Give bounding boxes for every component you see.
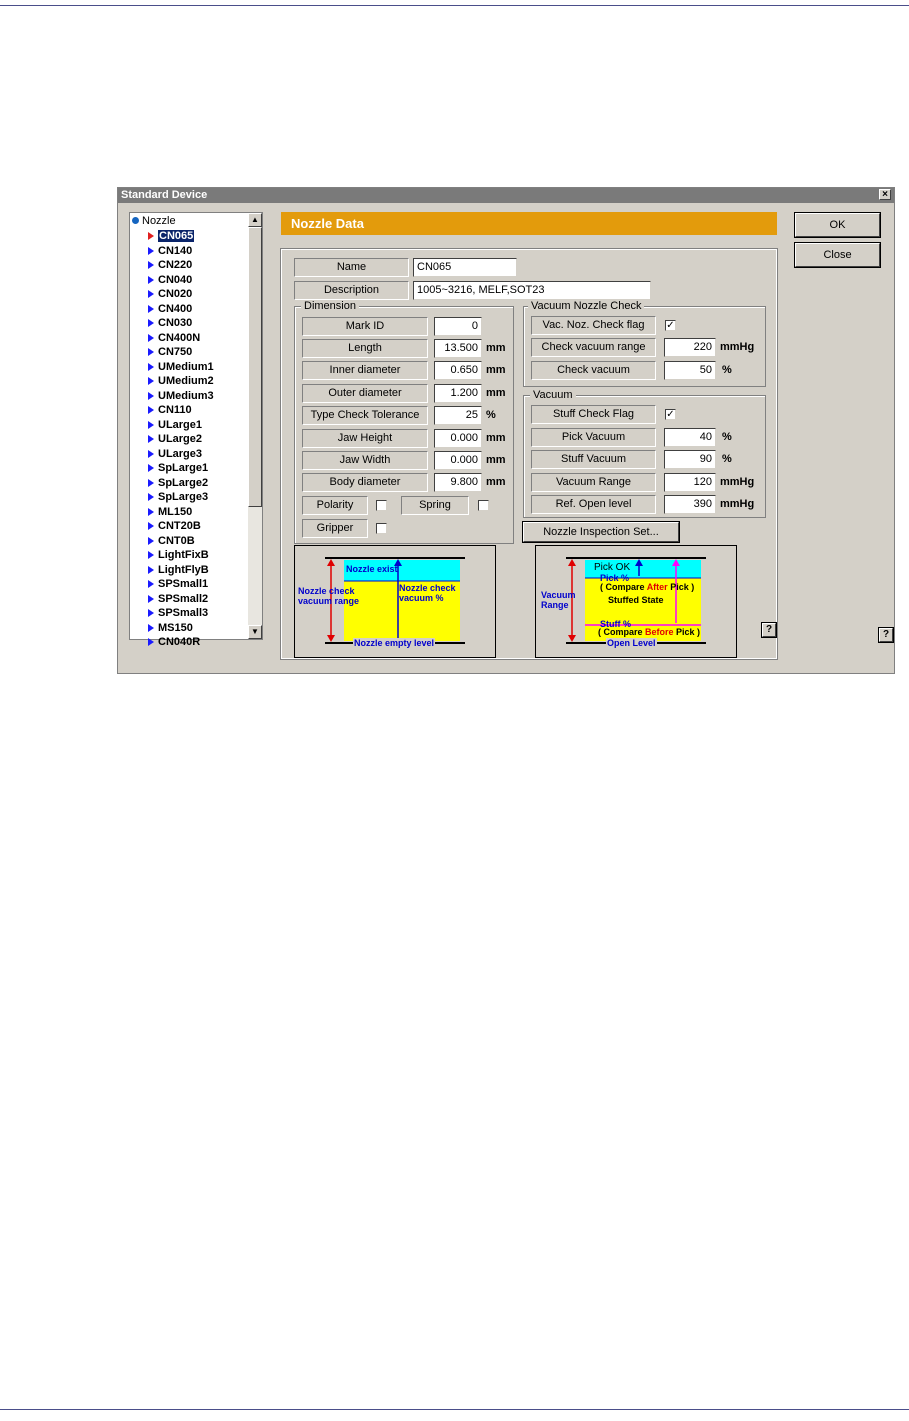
name-label: Name [294,258,409,277]
tree-item-label: LightFixB [158,549,209,561]
tree-item-ularge2[interactable] [148,432,202,446]
tree-item-ml150[interactable] [148,505,192,519]
nozzle-data-header: Nozzle Data [281,212,777,235]
tree-item-label: CN220 [158,259,193,271]
tree-item-lightflyb[interactable] [148,563,209,577]
jaw-width-label: Jaw Width [302,451,428,470]
length-label: Length [302,339,428,358]
tree-item-label: MS150 [158,621,193,634]
stuffed-state-label: Stuffed State [608,595,664,605]
arrow-icon [148,522,154,530]
tree-item-cn040[interactable] [148,273,192,287]
nozzle-exist-label: Nozzle exist [346,564,398,574]
arrow-icon [148,406,154,414]
bottom-rule [0,1409,909,1410]
scroll-thumb[interactable] [248,227,262,507]
stuff-check-flag-label: Stuff Check Flag [531,405,656,424]
tree-item-label: CN030 [158,317,193,329]
tree-scrollbar[interactable] [248,213,262,639]
tree-item-splarge2[interactable] [148,476,208,490]
nozzle-inspection-set-button[interactable]: Nozzle Inspection Set... [523,522,679,542]
arrow-icon [148,508,154,516]
tree-item-label: ULarge3 [158,447,203,460]
gripper-label: Gripper [302,519,368,538]
folder-icon [132,217,139,224]
type-check-tolerance-field[interactable]: 25 [434,406,482,425]
arrow-icon [148,595,154,603]
pick-vacuum-field[interactable]: 40 [664,428,716,447]
close-icon[interactable]: × [879,189,891,200]
tree-item-umedium1[interactable] [148,360,214,374]
arrow-icon [148,638,154,646]
arrow-icon [148,261,154,269]
tree-item-umedium3[interactable] [148,389,214,403]
tree-item-label: SpLarge3 [158,491,209,503]
description-field[interactable]: 1005~3216, MELF,SOT23 [413,281,651,300]
arrow-icon [148,276,154,284]
tree-item-spsmall3[interactable] [148,606,208,620]
inner-diameter-unit: mm [486,364,506,376]
pick-pct-label: Pick % [600,573,630,583]
arrow-icon [148,421,154,429]
stuff-vacuum-label: Stuff Vacuum [531,450,656,469]
range-arrow-top-icon [568,559,576,566]
arrow-icon [148,290,154,298]
tree-item-label: ULarge1 [158,418,203,431]
arrow-icon [148,348,154,356]
vacuum-nozzle-check-title: Vacuum Nozzle Check [528,300,644,312]
check-vacuum-field[interactable]: 50 [664,361,716,380]
arrow-icon [148,566,154,574]
spring-label: Spring [401,496,469,515]
check-vacuum-unit: % [722,364,732,376]
name-field[interactable]: CN065 [413,258,517,277]
vacuum-range-side-label: Vacuum Range [541,590,576,610]
tree-item-label: SPSmall1 [158,578,209,590]
tree-item-cn020[interactable] [148,287,192,301]
tree-item-cn110[interactable] [148,403,192,417]
outer-diameter-label: Outer diameter [302,384,428,403]
check-vacuum-range-label: Check vacuum range [531,338,656,357]
tree-item-label: CN110 [158,404,192,416]
close-button[interactable]: Close [795,243,880,267]
range-arrow-top-icon [327,559,335,566]
body-diameter-unit: mm [486,476,506,488]
ref-open-level-unit: mmHg [720,498,755,510]
arrow-icon [148,464,154,472]
check-vacuum-range-unit: mmHg [720,341,755,353]
outer-diameter-field[interactable]: 1.200 [434,384,482,403]
outer-diameter-unit: mm [486,387,506,399]
tree-item-label: CN400N [158,331,201,344]
tree-item-label: CN020 [158,288,193,300]
tree-item-label: LightFlyB [158,563,209,576]
gripper-checkbox[interactable] [376,523,387,534]
tree-item-ms150[interactable] [148,621,193,635]
scroll-up-icon[interactable]: ▲ [248,213,262,227]
tree-item-cn400n[interactable] [148,331,200,345]
scroll-down-icon[interactable]: ▼ [248,625,262,639]
empty-level-label: Nozzle empty level [354,638,435,648]
body-diameter-field[interactable]: 9.800 [434,473,482,492]
arrow-icon [148,479,154,487]
tree-item-cn065[interactable] [148,229,194,243]
arrow-icon [148,334,154,342]
stuff-check-flag-checkbox[interactable]: ✓ [666,409,675,420]
vac-noz-check-flag-checkbox[interactable]: ✓ [666,320,675,331]
jaw-height-unit: mm [486,432,506,444]
tree-item-label: CN750 [158,346,193,358]
type-check-tolerance-label: Type Check Tolerance [302,406,428,425]
tree-item-label: CN065 [159,230,194,242]
top-rule [0,5,909,6]
title-bar [118,188,894,203]
stuff-vacuum-field[interactable]: 90 [664,450,716,469]
vacuum-group-title: Vacuum [530,389,576,401]
tree-item-label: ML150 [158,505,193,518]
arrow-icon [148,450,154,458]
stuff-pct-label: Stuff % [600,619,631,629]
tree-item-label: SPSmall2 [158,592,209,605]
ref-open-level-label: Ref. Open level [531,495,656,514]
jaw-width-field[interactable]: 0.000 [434,451,482,470]
arrow-icon [148,537,154,545]
tree-item-ularge1[interactable] [148,418,202,432]
open-level-label: Open Level [607,638,656,648]
tree-item-cnt0b[interactable] [148,534,195,548]
jaw-height-label: Jaw Height [302,429,428,448]
tree-item-label: UMedium2 [158,375,214,387]
pick-ok-label: Pick OK [594,562,631,573]
arrow-icon [148,551,154,559]
tree-item-cn140[interactable] [148,244,192,258]
tree-item-cn030[interactable] [148,316,192,330]
window-title: Standard Device [121,189,208,201]
description-label: Description [294,281,409,300]
tree-item-ularge3[interactable] [148,447,202,461]
standard-device-dialog [117,187,895,674]
polarity-label: Polarity [302,496,368,515]
vacuum-range-label: Vacuum Range [531,473,656,492]
jaw-width-unit: mm [486,454,506,466]
tree-item-label: CN400 [158,302,193,315]
tree-item-umedium2[interactable] [148,374,214,388]
arrow-icon [148,493,154,501]
arrow-icon [148,305,154,313]
polarity-checkbox[interactable] [376,500,387,511]
tree-item-cn040r[interactable] [148,635,200,649]
vac-noz-check-flag-label: Vac. Noz. Check flag [531,316,656,335]
pick-vacuum-unit: % [722,431,732,443]
inner-diameter-field[interactable]: 0.650 [434,361,482,380]
nozzle-check-diagram [294,545,496,658]
arrow-icon [148,319,154,327]
check-vacuum-range-field[interactable]: 220 [664,338,716,357]
vacuum-range-diagram [535,545,737,658]
tree-root[interactable]: Nozzle [132,215,176,228]
tree-item-label: CNT0B [158,534,195,547]
arrow-icon [148,609,154,617]
tree-item-splarge1[interactable] [148,461,208,475]
tree-item-label: CNT20B [158,520,201,532]
tree-item-cnt20b[interactable] [148,519,201,533]
mark-id-label: Mark ID [302,317,428,336]
inner-diameter-label: Inner diameter [302,361,428,380]
nozzle-tree[interactable] [129,212,263,648]
arrow-icon [148,435,154,443]
range-arrow-bottom-icon [568,635,576,642]
range-label: Nozzle check vacuum range [298,586,360,606]
arrow-icon [148,377,154,385]
arrow-icon [148,363,154,371]
arrow-icon [148,392,154,400]
tree-item-spsmall2[interactable] [148,592,208,606]
check-vacuum-label: Check vacuum [531,361,656,380]
pick-vacuum-label: Pick Vacuum [531,428,656,447]
range-arrow-bottom-icon [327,635,335,642]
arrow-icon [148,624,154,632]
arrow-icon [148,580,154,588]
ref-open-level-field[interactable]: 390 [664,495,716,514]
body-diameter-label: Body diameter [302,473,428,492]
tree-item-splarge3[interactable] [148,490,208,504]
compare-before-label: ( Compare Before Pick ) [598,627,701,637]
tree-item-label: CN040 [158,273,193,286]
tree-item-cn750[interactable] [148,345,192,359]
spring-checkbox[interactable] [478,500,489,511]
compare-after-label: ( Compare After Pick ) [600,582,695,592]
jaw-height-field[interactable]: 0.000 [434,429,482,448]
tree-item-label: SpLarge2 [158,476,209,489]
arrow-icon [148,247,154,255]
tree-item-label: SpLarge1 [158,462,209,474]
vacuum-range-unit: mmHg [720,476,755,488]
stuff-vacuum-unit: % [722,453,732,465]
tree-item-cn220[interactable] [148,258,192,272]
vacuum-range-field[interactable]: 120 [664,473,716,492]
mark-id-field[interactable]: 0 [434,317,482,336]
type-check-tolerance-unit: % [486,409,496,421]
tree-item-cn400[interactable] [148,302,192,316]
check-pct-label: Nozzle check vacuum % [399,583,456,603]
tree-item-label: ULarge2 [158,433,203,445]
tree-item-lightfixb[interactable] [148,548,209,562]
tree-item-label: UMedium3 [158,389,214,402]
tree-item-label: CN040R [158,636,201,648]
tree-item-spsmall1[interactable] [148,577,208,591]
tree-item-label: CN140 [158,244,193,257]
tree-item-label: UMedium1 [158,360,214,373]
arrow-icon [148,232,154,240]
length-field[interactable]: 13.500 [434,339,482,358]
dialog-help-icon[interactable]: ? [879,628,893,642]
ok-button[interactable]: OK [795,213,880,237]
length-unit: mm [486,342,506,354]
tree-item-label: SPSmall3 [158,607,209,619]
dimension-group-title: Dimension [301,300,359,312]
help-icon[interactable]: ? [762,623,776,637]
